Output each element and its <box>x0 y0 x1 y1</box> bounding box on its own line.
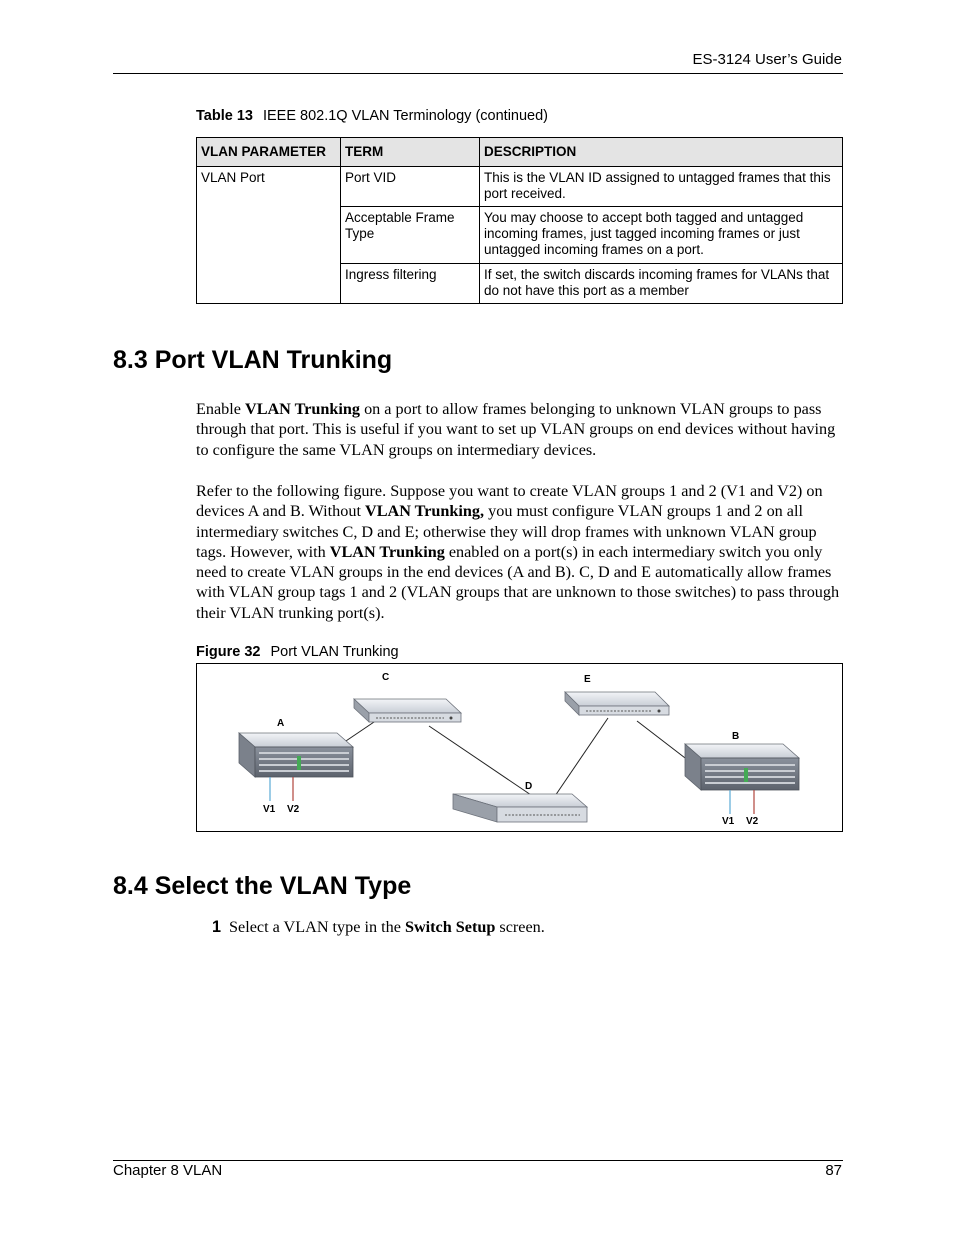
server-b <box>685 744 799 814</box>
footer-rule <box>113 1160 843 1161</box>
label-e: E <box>584 674 591 685</box>
label-d: D <box>525 781 533 792</box>
bold-term: VLAN Trunking <box>329 542 445 561</box>
table-caption <box>196 108 548 124</box>
table-row <box>197 167 843 207</box>
text-run: enabled on a port(s) in each intermediary switch you only need to create VLAN groups in the end devices (A and B). C, D and E automatically allow frames with VLAN group tags 1 and 2 (VLAN groups that are unknown to those switches) to pass through their VLAN trunking port(s). <box>196 542 840 622</box>
links <box>337 718 689 797</box>
running-header: ES-3124 User’s Guide <box>692 51 842 68</box>
cell-parameter: VLAN Port <box>197 167 341 304</box>
link-d-e <box>555 718 608 796</box>
col-header-parameter: VLAN PARAMETER <box>197 138 341 167</box>
section-heading-select-vlan-type: 8.4 Select the VLAN Type <box>113 872 412 900</box>
paragraph-intro <box>196 399 844 460</box>
table-header-row <box>197 138 843 167</box>
text-run: Refer to the following figure. Suppose you want to create VLAN groups 1 and 2 (V1 and V2) on devices A and B. Without <box>196 482 823 521</box>
text-run: Select a VLAN type in the <box>229 918 405 936</box>
step-number: 1 <box>212 918 222 936</box>
paragraph-figure-explanation <box>196 481 844 623</box>
bold-term: VLAN Trunking <box>245 400 361 418</box>
page-number: 87 <box>825 1162 842 1179</box>
switch-c <box>354 699 461 722</box>
figure-caption <box>196 644 399 660</box>
link-c-d <box>429 726 534 797</box>
cell-description: This is the VLAN ID assigned to untagged frames that this port received. <box>480 167 843 207</box>
step-1 <box>212 918 545 937</box>
network-diagram <box>197 664 842 831</box>
text-run: screen. <box>495 918 545 936</box>
text-run: on a port to allow frames belonging to unknown VLAN groups to pass through that port. This is useful if you want to set up VLAN groups on end devices without having to configure the same VLAN groups on intermediary devices. <box>196 400 836 459</box>
cell-term: Port VID <box>341 167 480 207</box>
label-b-v2: V2 <box>746 816 759 827</box>
cell-term: Acceptable Frame Type <box>341 207 480 264</box>
label-a-v2: V2 <box>287 804 300 815</box>
port-vlan-trunking-figure <box>196 663 843 832</box>
figure-caption-label: Figure 32 <box>196 644 261 660</box>
bold-term: VLAN Trunking, <box>365 502 485 521</box>
label-a-v1: V1 <box>263 804 276 815</box>
cell-description: You may choose to accept both tagged and untagged incoming frames, just tagged incoming frames or just untagged incoming frames on a port. <box>480 207 843 264</box>
section-heading-port-vlan-trunking: 8.3 Port VLAN Trunking <box>113 346 393 374</box>
text-run: you must configure VLAN groups 1 and 2 on all intermediary switches C, D and E; otherwise they will drop frames with unknown VLAN group tags. However, with <box>196 502 817 561</box>
cell-term: Ingress filtering <box>341 264 480 304</box>
bold-term: Switch Setup <box>404 918 496 936</box>
label-c: C <box>382 672 390 683</box>
label-a: A <box>277 718 285 729</box>
label-b: B <box>732 731 740 742</box>
cell-description: If set, the switch discards incoming frames for VLANs that do not have this port as a member <box>480 264 843 304</box>
col-header-description: DESCRIPTION <box>480 138 843 167</box>
link-e-b <box>637 721 689 761</box>
switch-d <box>453 794 587 822</box>
label-b-v1: V1 <box>722 816 735 827</box>
footer-chapter: Chapter 8 VLAN <box>113 1162 223 1179</box>
switch-e <box>565 692 669 715</box>
header-rule <box>113 73 843 74</box>
server-a <box>239 733 353 801</box>
text-run: Enable <box>196 400 245 418</box>
table-caption-label: Table 13 <box>196 108 253 124</box>
vlan-terminology-table <box>196 137 843 304</box>
col-header-term: TERM <box>341 138 480 167</box>
table-caption-text: IEEE 802.1Q VLAN Terminology (continued) <box>262 108 549 124</box>
figure-caption-text: Port VLAN Trunking <box>270 644 399 660</box>
